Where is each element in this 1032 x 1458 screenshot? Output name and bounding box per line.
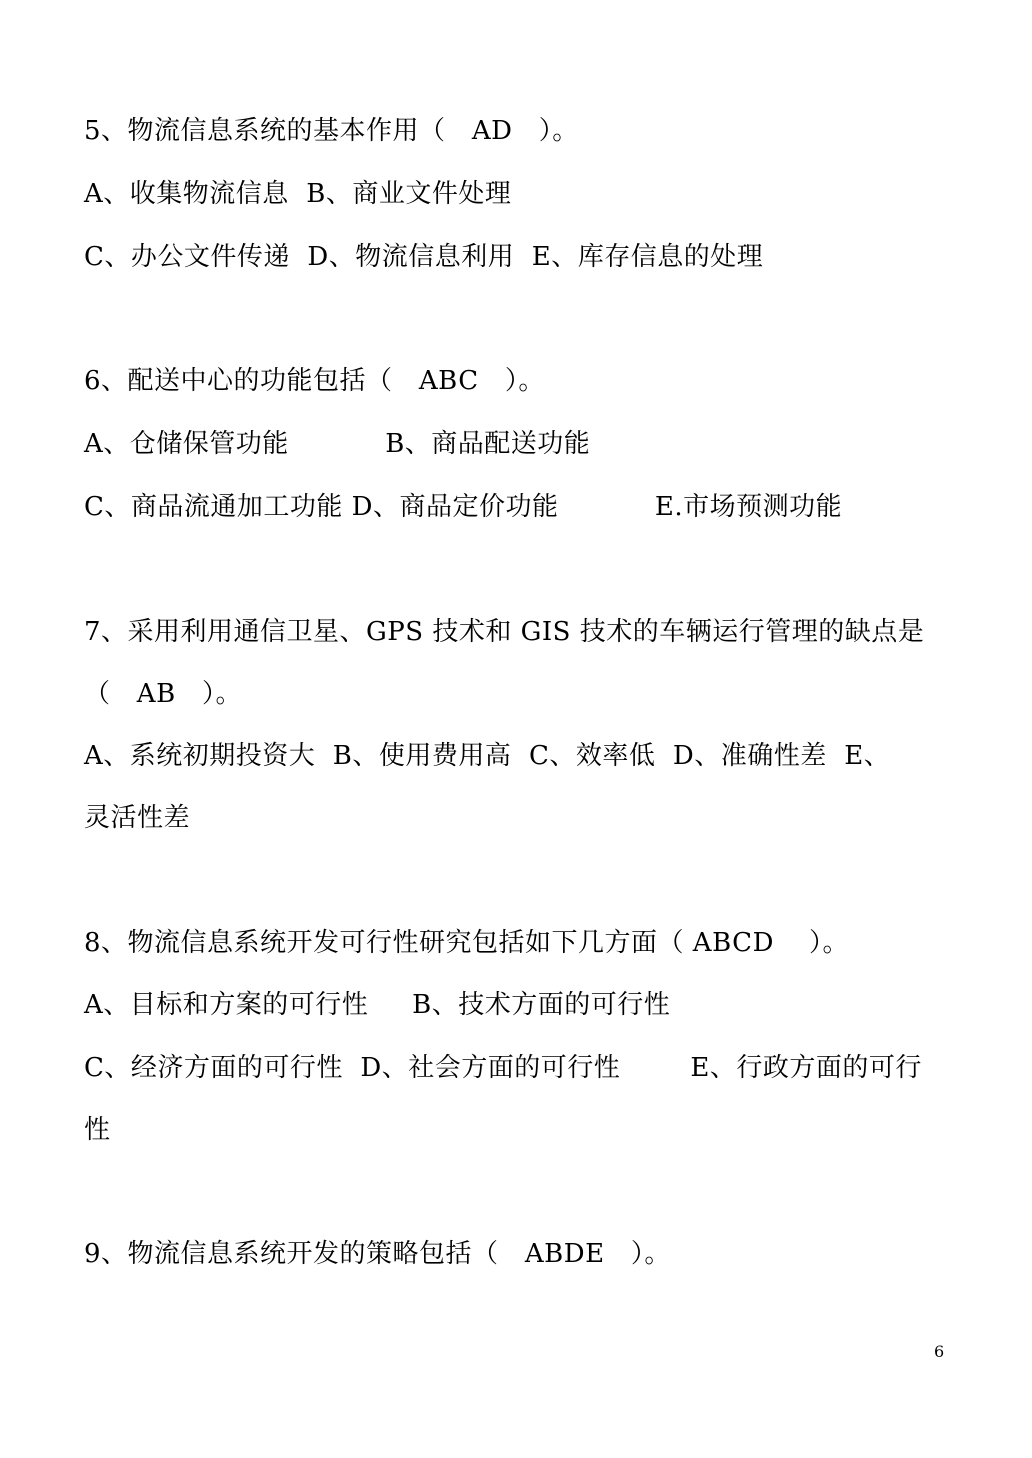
question-5-options-line-2: C、办公文件传递 D、物流信息利用 E、库存信息的处理 [84,242,764,272]
question-8-options-line-1: A、目标和方案的可行性 B、技术方面的可行性 [84,990,671,1020]
question-7-options-line-2: 灵活性差 [84,803,191,833]
question-5-stem: 5、物流信息系统的基本作用（ AD ）。 [84,116,579,146]
question-8-options-line-2: C、经济方面的可行性 D、社会方面的可行性 E、行政方面的可行 [84,1053,922,1083]
question-9-stem: 9、物流信息系统开发的策略包括（ ABDE ）。 [84,1239,671,1269]
question-6-options-line-2: C、商品流通加工功能 D、商品定价功能 E.市场预测功能 [84,492,843,522]
question-7-stem-continuation: （ AB ）。 [84,679,242,709]
question-7-stem: 7、采用利用通信卫星、GPS 技术和 GIS 技术的车辆运行管理的缺点是 [84,617,925,647]
question-8-options-line-3: 性 [84,1115,111,1145]
question-5-options-line-1: A、收集物流信息 B、商业文件处理 [84,179,512,209]
question-6-options-line-1: A、仓储保管功能 B、商品配送功能 [84,429,591,459]
question-8-stem: 8、物流信息系统开发可行性研究包括如下几方面（ ABCD ）。 [84,928,849,958]
page-number: 6 [934,1342,945,1361]
question-6-stem: 6、配送中心的功能包括（ ABC ）。 [84,366,545,396]
question-7-options-line-1: A、系统初期投资大 B、使用费用高 C、效率低 D、准确性差 E、 [84,741,891,771]
